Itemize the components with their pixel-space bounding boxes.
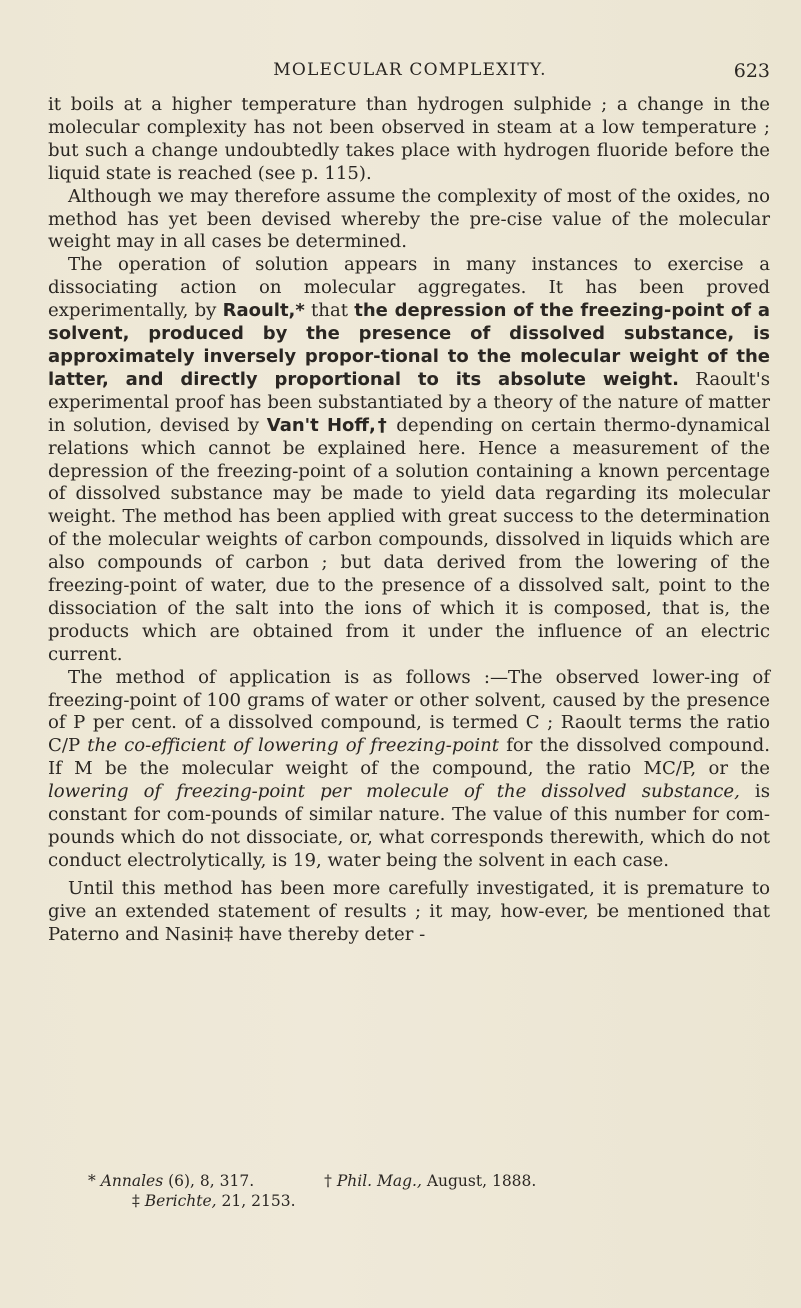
paragraph-3-intro: The operation of solution appears in many instances to exercise a dissociating action on molecular aggregates. It has been proved experimentally, by bbox=[48, 254, 770, 322]
raoult-law-statement: the depression of the freezing-point of a solvent, produced by the presence of dissolved substance, is approximately inversely propor-tional to the molecular weight of the latter, and directly proportional to its absolute weight. bbox=[48, 300, 770, 390]
author-vant-hoff: Van't Hoff,† bbox=[266, 414, 389, 436]
paragraph-1: it boils at a higher temperature than hydrogen sulphide ; a change in the molecular complexity has not been observed in steam at a low temperature ; but such a change undoubtedly takes place with hydrogen fluoride before the liquid state is reached (see p. 115). bbox=[48, 94, 770, 184]
footnote-1: * Annales (6), 8, 317. bbox=[88, 1172, 255, 1190]
paragraph-3-rest: depending on certain thermo-dynamical relations which cannot be explained here. Hence a measurement of the depression of the freezing-point of a solution containing a known percentage of dissolved substance may be made to yield data regarding its molecular weight. The method has been applied with great success to the determination of the molecular weights of carbon compounds, dissolved in liquids which are also compounds of carbon ; but data derived from the lowering of the freezing-point of water, due to the presence of a dissolved salt, point to the dissociation of the salt into the ions of which it is composed, that is, the products which are obtained from it under the influence of an electric current. bbox=[48, 414, 770, 665]
paragraph-4-a: The method of application is as follows :—The observed lower-ing of freezing-point of 100 grams of water or other solvent, caused by the presence of P per cent. of a dissolved compound, is termed C ; Raoult terms the ratio C/P bbox=[48, 666, 770, 757]
paragraph-5: Until this method has been more carefully investigated, it is premature to give an extended statement of results ; it may, how-ever, be mentioned that Paterno and Nasini‡ have thereby deter - bbox=[48, 877, 770, 945]
running-head bbox=[50, 60, 770, 84]
footnote-row-1 bbox=[88, 1171, 768, 1191]
paragraph-4-c: is constant for com-pounds of similar nature. The value of this number for com-pounds which do not dissociate, or, what corresponds therewith, which do not conduct electrolytically, is 19, water being the solvent in each case. bbox=[48, 781, 771, 871]
page-number: 623 bbox=[733, 60, 770, 82]
author-raoult: Raoult,* bbox=[222, 300, 305, 322]
paragraph-4-b: for the dissolved compound. If M be the molecular weight of the compound, the ratio MC/P, or the bbox=[48, 735, 770, 780]
paragraph-3 bbox=[48, 254, 770, 666]
paragraph-4 bbox=[48, 667, 770, 873]
footnote-2: † Phil. Mag., August, 1888. bbox=[324, 1172, 537, 1190]
term-coefficient-of-lowering: the co-efficient of lowering of freezing-point bbox=[87, 735, 500, 757]
paragraph-2: Although we may therefore assume the complexity of most of the oxides, no method has yet been devised whereby the pre-cise value of the molecular weight may in all cases be determined. bbox=[48, 185, 770, 253]
footnote-row-2 bbox=[88, 1191, 768, 1211]
term-lowering-per-molecule: lowering of freezing-point per molecule of the dissolved substance, bbox=[48, 781, 740, 803]
footnote-3: ‡ Berichte, 21, 2153. bbox=[132, 1192, 296, 1210]
running-title: MOLECULAR COMPLEXITY. bbox=[273, 60, 547, 80]
paragraph-3-mid: that bbox=[304, 300, 355, 322]
body-text bbox=[48, 94, 770, 947]
paragraph-3-after: Raoult's experimental proof has been substantiated by a theory of the nature of matter in solution, devised by bbox=[48, 368, 770, 436]
footnotes bbox=[88, 1171, 768, 1211]
